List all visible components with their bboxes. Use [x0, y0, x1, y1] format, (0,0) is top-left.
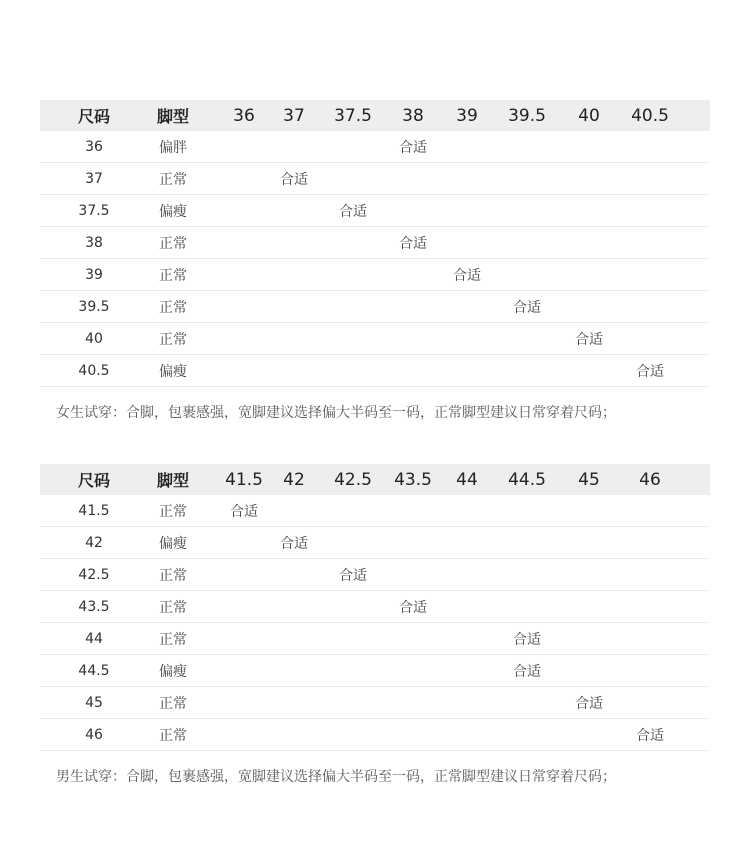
table-row — [40, 527, 710, 559]
table-row — [40, 623, 710, 655]
fit-mark: 合适 — [230, 503, 258, 520]
header-size: 尺码 — [77, 471, 110, 490]
row-foot-type: 偏瘦 — [159, 203, 187, 220]
fit-mark: 合适 — [575, 331, 603, 348]
row-size: 37 — [85, 170, 103, 187]
fit-mark: 合适 — [513, 663, 541, 680]
row-foot-type: 正常 — [159, 695, 187, 712]
fit-mark: 合适 — [575, 695, 603, 712]
fit-mark: 合适 — [399, 139, 427, 156]
row-size: 45 — [85, 694, 103, 711]
row-size: 38 — [85, 234, 103, 251]
header-size-column: 41.5 — [225, 469, 263, 490]
row-size: 44.5 — [78, 662, 110, 679]
table-header — [40, 464, 710, 495]
fit-mark: 合适 — [513, 631, 541, 648]
row-size: 42 — [85, 534, 103, 551]
row-foot-type: 正常 — [159, 503, 187, 520]
header-size-column: 42 — [283, 469, 305, 490]
header-size-column: 39 — [456, 105, 478, 126]
fit-mark: 合适 — [399, 599, 427, 616]
women-fit-note: 女生试穿：合脚，包裹感强，宽脚建议选择偏大半码至一码，正常脚型建议日常穿着尺码； — [56, 405, 616, 421]
table-row — [40, 355, 710, 387]
fit-mark: 合适 — [636, 727, 664, 744]
header-size-column: 37.5 — [334, 105, 372, 126]
header-size-column: 46 — [639, 469, 661, 490]
header-size-column: 42.5 — [334, 469, 372, 490]
row-foot-type: 正常 — [159, 599, 187, 616]
row-foot-type: 偏瘦 — [159, 663, 187, 680]
table-header — [40, 100, 710, 131]
row-foot-type: 正常 — [159, 235, 187, 252]
row-size: 46 — [85, 726, 103, 743]
header-size-column: 45 — [578, 469, 600, 490]
table-row — [40, 163, 710, 195]
fit-mark: 合适 — [280, 171, 308, 188]
row-foot-type: 正常 — [159, 567, 187, 584]
table-row — [40, 323, 710, 355]
header-size-column: 40.5 — [631, 105, 669, 126]
row-foot-type: 偏胖 — [159, 139, 187, 156]
fit-mark: 合适 — [339, 203, 367, 220]
row-size: 36 — [85, 138, 103, 155]
row-foot-type: 正常 — [159, 267, 187, 284]
header-size: 尺码 — [77, 107, 110, 126]
fit-mark: 合适 — [636, 363, 664, 380]
table-row — [40, 719, 710, 751]
table-row — [40, 687, 710, 719]
row-size: 37.5 — [78, 202, 110, 219]
header-size-column: 36 — [233, 105, 255, 126]
table-row — [40, 131, 710, 163]
table-row — [40, 495, 710, 527]
table-row — [40, 291, 710, 323]
row-size: 40.5 — [78, 362, 110, 379]
row-foot-type: 正常 — [159, 727, 187, 744]
header-size-column: 38 — [402, 105, 424, 126]
header-size-column: 43.5 — [394, 469, 432, 490]
men-fit-note: 男生试穿：合脚，包裹感强，宽脚建议选择偏大半码至一码，正常脚型建议日常穿着尺码； — [56, 769, 616, 785]
header-foot-type: 脚型 — [156, 107, 189, 126]
header-size-column: 37 — [283, 105, 305, 126]
row-size: 43.5 — [78, 598, 110, 615]
women-size-table — [40, 100, 710, 387]
row-size: 39.5 — [78, 298, 110, 315]
table-row — [40, 195, 710, 227]
fit-mark: 合适 — [280, 535, 308, 552]
row-size: 42.5 — [78, 566, 110, 583]
fit-mark: 合适 — [513, 299, 541, 316]
header-foot-type: 脚型 — [156, 471, 189, 490]
table-row — [40, 559, 710, 591]
row-size: 39 — [85, 266, 103, 283]
table-row — [40, 591, 710, 623]
table-row — [40, 259, 710, 291]
row-foot-type: 正常 — [159, 171, 187, 188]
row-size: 44 — [85, 630, 103, 647]
header-size-column: 40 — [578, 105, 600, 126]
men-size-table — [40, 464, 710, 751]
header-size-column: 44 — [456, 469, 478, 490]
row-foot-type: 正常 — [159, 331, 187, 348]
header-size-column: 39.5 — [508, 105, 546, 126]
row-size: 41.5 — [78, 502, 110, 519]
table-row — [40, 227, 710, 259]
row-foot-type: 偏瘦 — [159, 535, 187, 552]
header-size-column: 44.5 — [508, 469, 546, 490]
row-foot-type: 正常 — [159, 631, 187, 648]
row-foot-type: 偏瘦 — [159, 363, 187, 380]
row-foot-type: 正常 — [159, 299, 187, 316]
row-size: 40 — [85, 330, 103, 347]
table-row — [40, 655, 710, 687]
fit-mark: 合适 — [453, 267, 481, 284]
fit-mark: 合适 — [339, 567, 367, 584]
fit-mark: 合适 — [399, 235, 427, 252]
